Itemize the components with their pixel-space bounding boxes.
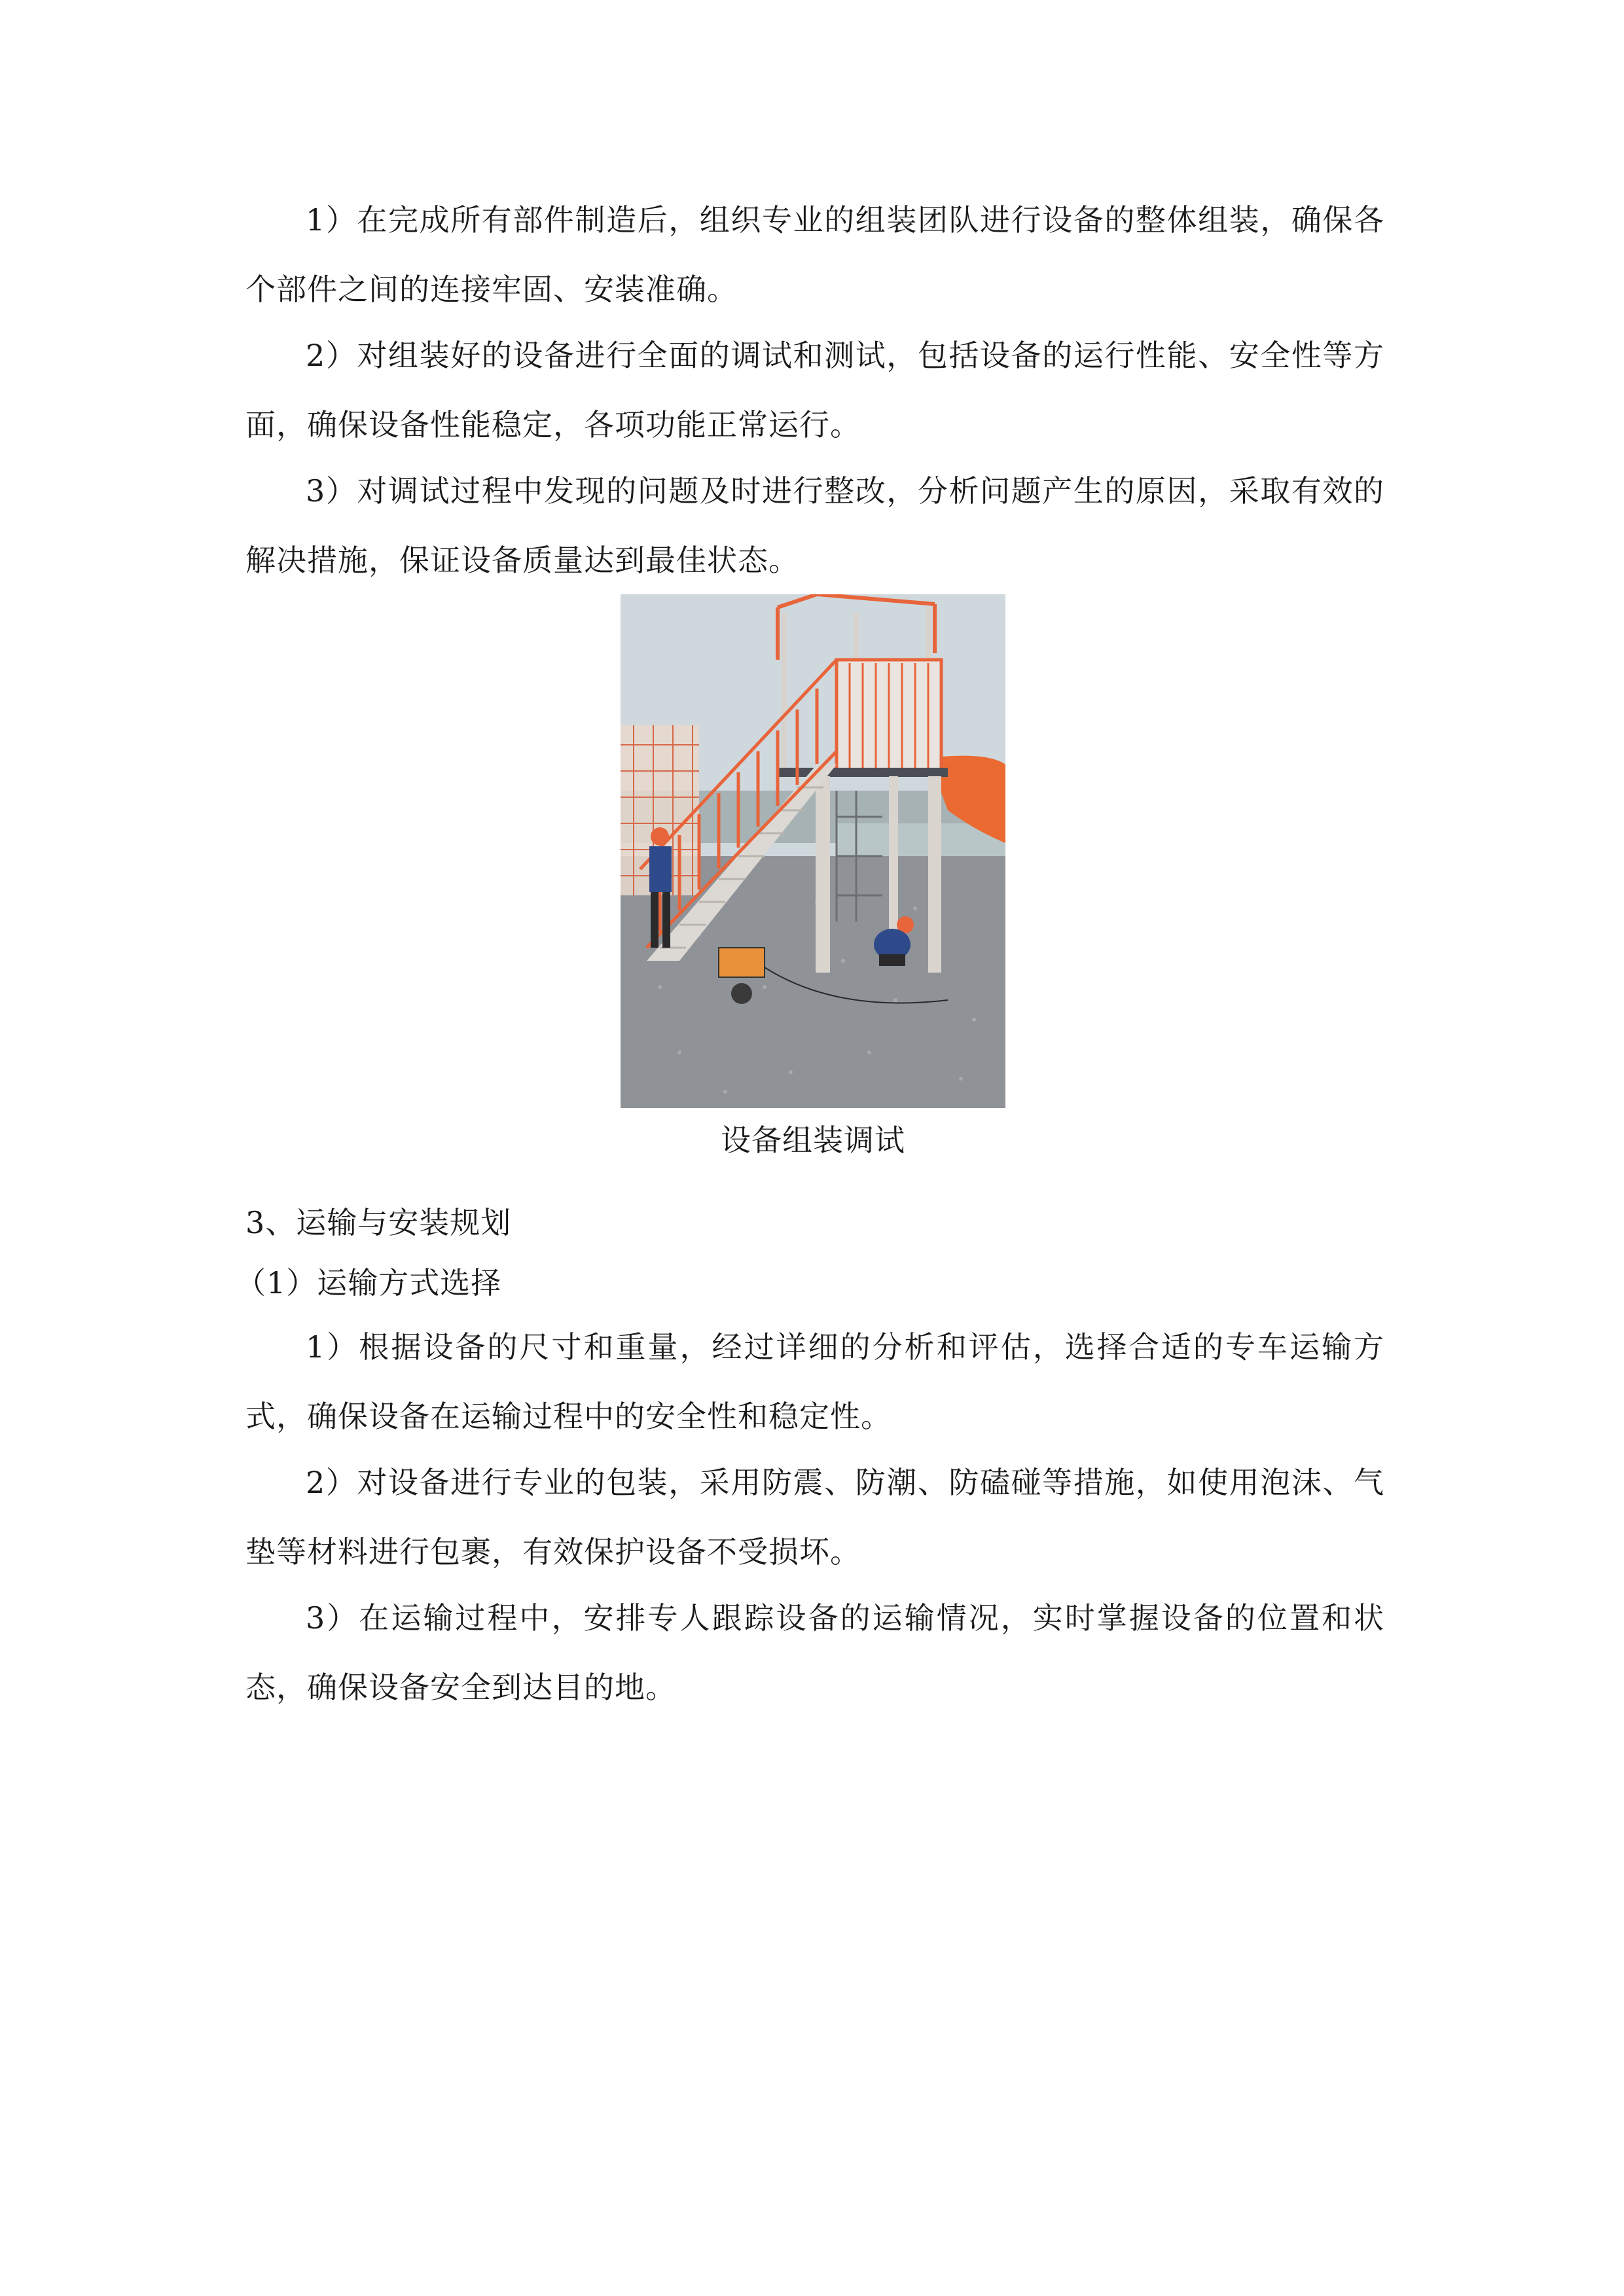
assembly-paragraph-3: 3）对调试过程中发现的问题及时进行整改，分析问题产生的原因，采取有效的解决措施，保证设备质量达到最佳状态。 (245, 473, 1384, 578)
section-heading: 3、运输与安装规划 (245, 1205, 512, 1240)
photo-illustration (621, 594, 1005, 1108)
cable-reel (731, 983, 752, 1004)
transport-paragraph-1: 1）根据设备的尺寸和重量，经过详细的分析和评估，选择合适的专车运输方式，确保设备在运输过程中的安全性和稳定性。 (245, 1329, 1384, 1434)
transport-paragraph-2: 2）对设备进行专业的包装，采用防震、防潮、防磕碰等措施，如使用泡沫、气垫等材料进行包裹，有效保护设备不受损坏。 (245, 1465, 1384, 1570)
transport-paragraph-3: 3）在运输过程中，安排专人跟踪设备的运输情况，实时掌握设备的位置和状态，确保设备安全到达目的地。 (245, 1600, 1384, 1705)
assembly-paragraph-2: 2）对组装好的设备进行全面的调试和测试，包括设备的运行性能、安全性等方面，确保设备性能稳定，各项功能正常运行。 (245, 338, 1384, 442)
assembly-paragraph-1: 1）在完成所有部件制造后，组织专业的组装团队进行设备的整体组装，确保各个部件之间的连接牢固、安装准确。 (245, 202, 1384, 307)
platform-deck (778, 768, 948, 777)
welding-machine (719, 948, 765, 977)
figure-caption: 设备组装调试 (721, 1122, 905, 1158)
subsection-heading: （1）运输方式选择 (236, 1265, 502, 1300)
equipment-assembly-photo (621, 594, 1005, 1108)
